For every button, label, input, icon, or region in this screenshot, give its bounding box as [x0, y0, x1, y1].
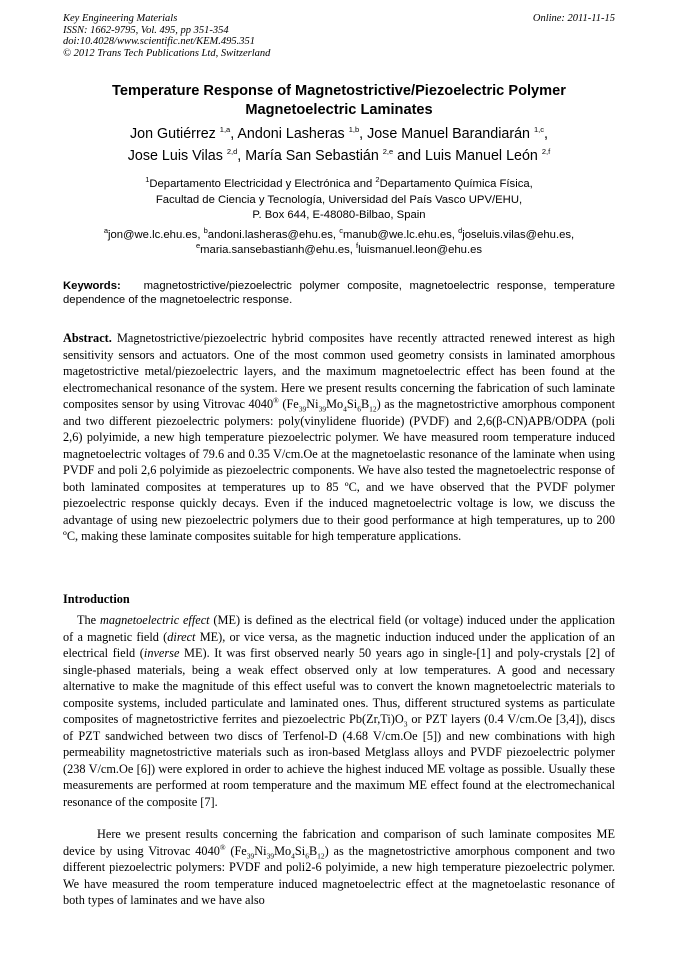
- issn-line: ISSN: 1662-9795, Vol. 495, pp 351-354: [63, 24, 229, 36]
- intro-paragraph-1: The magnetoelectric effect (ME) is defined as the electrical field (or voltage) induced under the application of a magnetic field (direct ME), or vice versa, as the magnetic induction induced under the application of an electrical field (inverse ME). It was first observed nearly 50 years ago in single-[1] and poly-crystals [2] of single-phased materials, being a weak effect observed only at low temperatures. A good and necessary alternative to make the magnitude of this effect useful was to convert the known magnetoelectric materials to composite systems, included particulate and laminated ones. Thus, different structured systems as particulate composites of magnetostrictive ferrites and piezoelectric $Pb(Zr,Ti)O_3$ or PZT layers (0.4 V/cm.Oe [3,4]), discs of PZT sandwiched between two discs of Terfenol-D (4.68 V/cm.Oe [5]) and new combinations with high permeability magnetostrictive materials such as iron-based Metglass alloys and PVDF piezoelectric polymer (238 V/cm.Oe [6]) were explored in order to achieve the highest induced ME voltage as possible. Usually these measurements are performed at room temperature and the maximum ME effect found at the electromechanical resonance of the composite [7].: [63, 613, 615, 809]
- author-list: [60, 124, 618, 167]
- email-link[interactable]: manub@we.lc.ehu.es,: [342, 229, 459, 241]
- doi-line: doi:10.4028/www.scientific.net/KEM.495.351: [63, 36, 255, 47]
- intro-paragraph-2: Here we present results concerning the fabrication and comparison of such laminate composites ME device by using Vitrovac 4040® $(Fe_{39}Ni_{39}Mo_4Si_6B_{12})$ as the magnetostrictive amorphous component and two different piezoelectric polymers: PVDF and poli2-6 polyimide, a new high temperature piezoelectric polymer. We have measured the room temperature induced magnetoelectric effect at the magnetoelastic resonance of both types of laminates and we have also: [63, 827, 616, 907]
- author-emails: $^a$jon@we.lc.ehu.es, $^b$andoni.lasheras@ehu.es, $^c$manub@we.lc.ehu.es, $^d$joseluis.vilas@ehu.es, $^e$maria.sansebastianh@ehu.es, $^f$luismanuel.leon@ehu.es: [103, 226, 575, 256]
- section-heading-introduction: Introduction: [63, 592, 130, 606]
- author-name: Luis Manuel León: [425, 147, 538, 164]
- journal-header: [63, 13, 615, 59]
- journal-name: Key Engineering Materials: [63, 13, 178, 24]
- keywords-text: magnetostrictive/piezoelectric polymer composite, magnetoelectric response, temperature dependence of the magnetoelectric response.: [63, 280, 615, 306]
- keywords-label: Keywords:: [63, 280, 121, 292]
- email-link[interactable]: andoni.lasheras@ehu.es,: [207, 229, 340, 241]
- online-date: Online: 2011-11-15: [532, 13, 615, 24]
- author-line-2: Jose Luis Vilas $^{2,d}$, María San Sebastián $^{2,e}$ and Luis Manuel León $^{2,f}$: [127, 146, 551, 164]
- email-link[interactable]: joseluis.vilas@ehu.es,: [462, 229, 575, 241]
- author-name: Jose Manuel Barandiarán: [367, 126, 531, 142]
- email-link[interactable]: maria.sansebastianh@ehu.es,: [200, 243, 357, 256]
- title-line-2: Magnetoelectric Laminates: [245, 101, 433, 118]
- abstract-label: Abstract.: [63, 331, 112, 345]
- email-link[interactable]: jon@we.lc.ehu.es,: [107, 229, 204, 241]
- affiliation: $^1$Departamento Electricidad y Electrónica and $^2$Departamento Química Física, Facultad de Ciencia y Tecnología, Universidad del País Vasco UPV/EHU, P. Box 644, E-48080-Bilbao, Spain: [145, 175, 533, 221]
- author-name: Andoni Lasheras: [237, 126, 345, 142]
- author-name: María San Sebastián: [245, 147, 379, 164]
- copyright-line: © 2012 Trans Tech Publications Ltd, Switzerland: [63, 47, 271, 59]
- keywords: [63, 279, 615, 307]
- abstract: Abstract. Magnetostrictive/piezoelectric hybrid composites have recently attracted renewed interest as high sensitivity sensors and actuators. One of the most common used geometry consists in laminated amorphous magetostrictive metal/piezoelectric layers, and the maximum magnetoelectric effect has been found at the electromechanical resonance of the system. Here we present results concerning the fabrication of such laminate composites sensor by using Vitrovac 4040® $(Fe_{39}Ni_{39}Mo_4Si_6B_{12})$ as the magnetostrictive amorphous component and two different piezoelectric polymers: poly(vinylidene fluoride) (PVDF) and 2,6(β-CN)APB/ODPA (poli 2,6) polyimide, a new high temperature piezoelectric polymer. We have measured room temperature induced magnetoelectric voltages of 79.6 and 0.35 V/cm.Oe at the magnetoelastic resonance of the laminate when using PVDF and poli 2,6 polyimide as piezoelectric components. We have also tested the magnetoelectric response of both laminated composites at temperatures up to 85 ºC, and we have observed that the PVDF polymer piezoelectric response quickly decays. Even if the induced magnetoelectric voltage is low, we discuss the advantage of using new piezoelectric polymers due to their good performance at high temperatures, up to 200 ºC, making these laminate composites suitable for high temperature applications.: [63, 331, 615, 543]
- author-name: Jon Gutiérrez: [129, 126, 216, 142]
- email-link[interactable]: luismanuel.leon@ehu.es: [358, 243, 483, 256]
- title-line-1: Temperature Response of Magnetostrictive/Piezoelectric Polymer: [112, 83, 566, 99]
- paper-title: [60, 82, 618, 119]
- author-line-1: Jon Gutiérrez $^{1,a}$, Andoni Lasheras $^{1,b}$, Jose Manuel Barandiarán $^{1,c}$,: [129, 125, 548, 142]
- author-name: Jose Luis Vilas: [127, 147, 223, 164]
